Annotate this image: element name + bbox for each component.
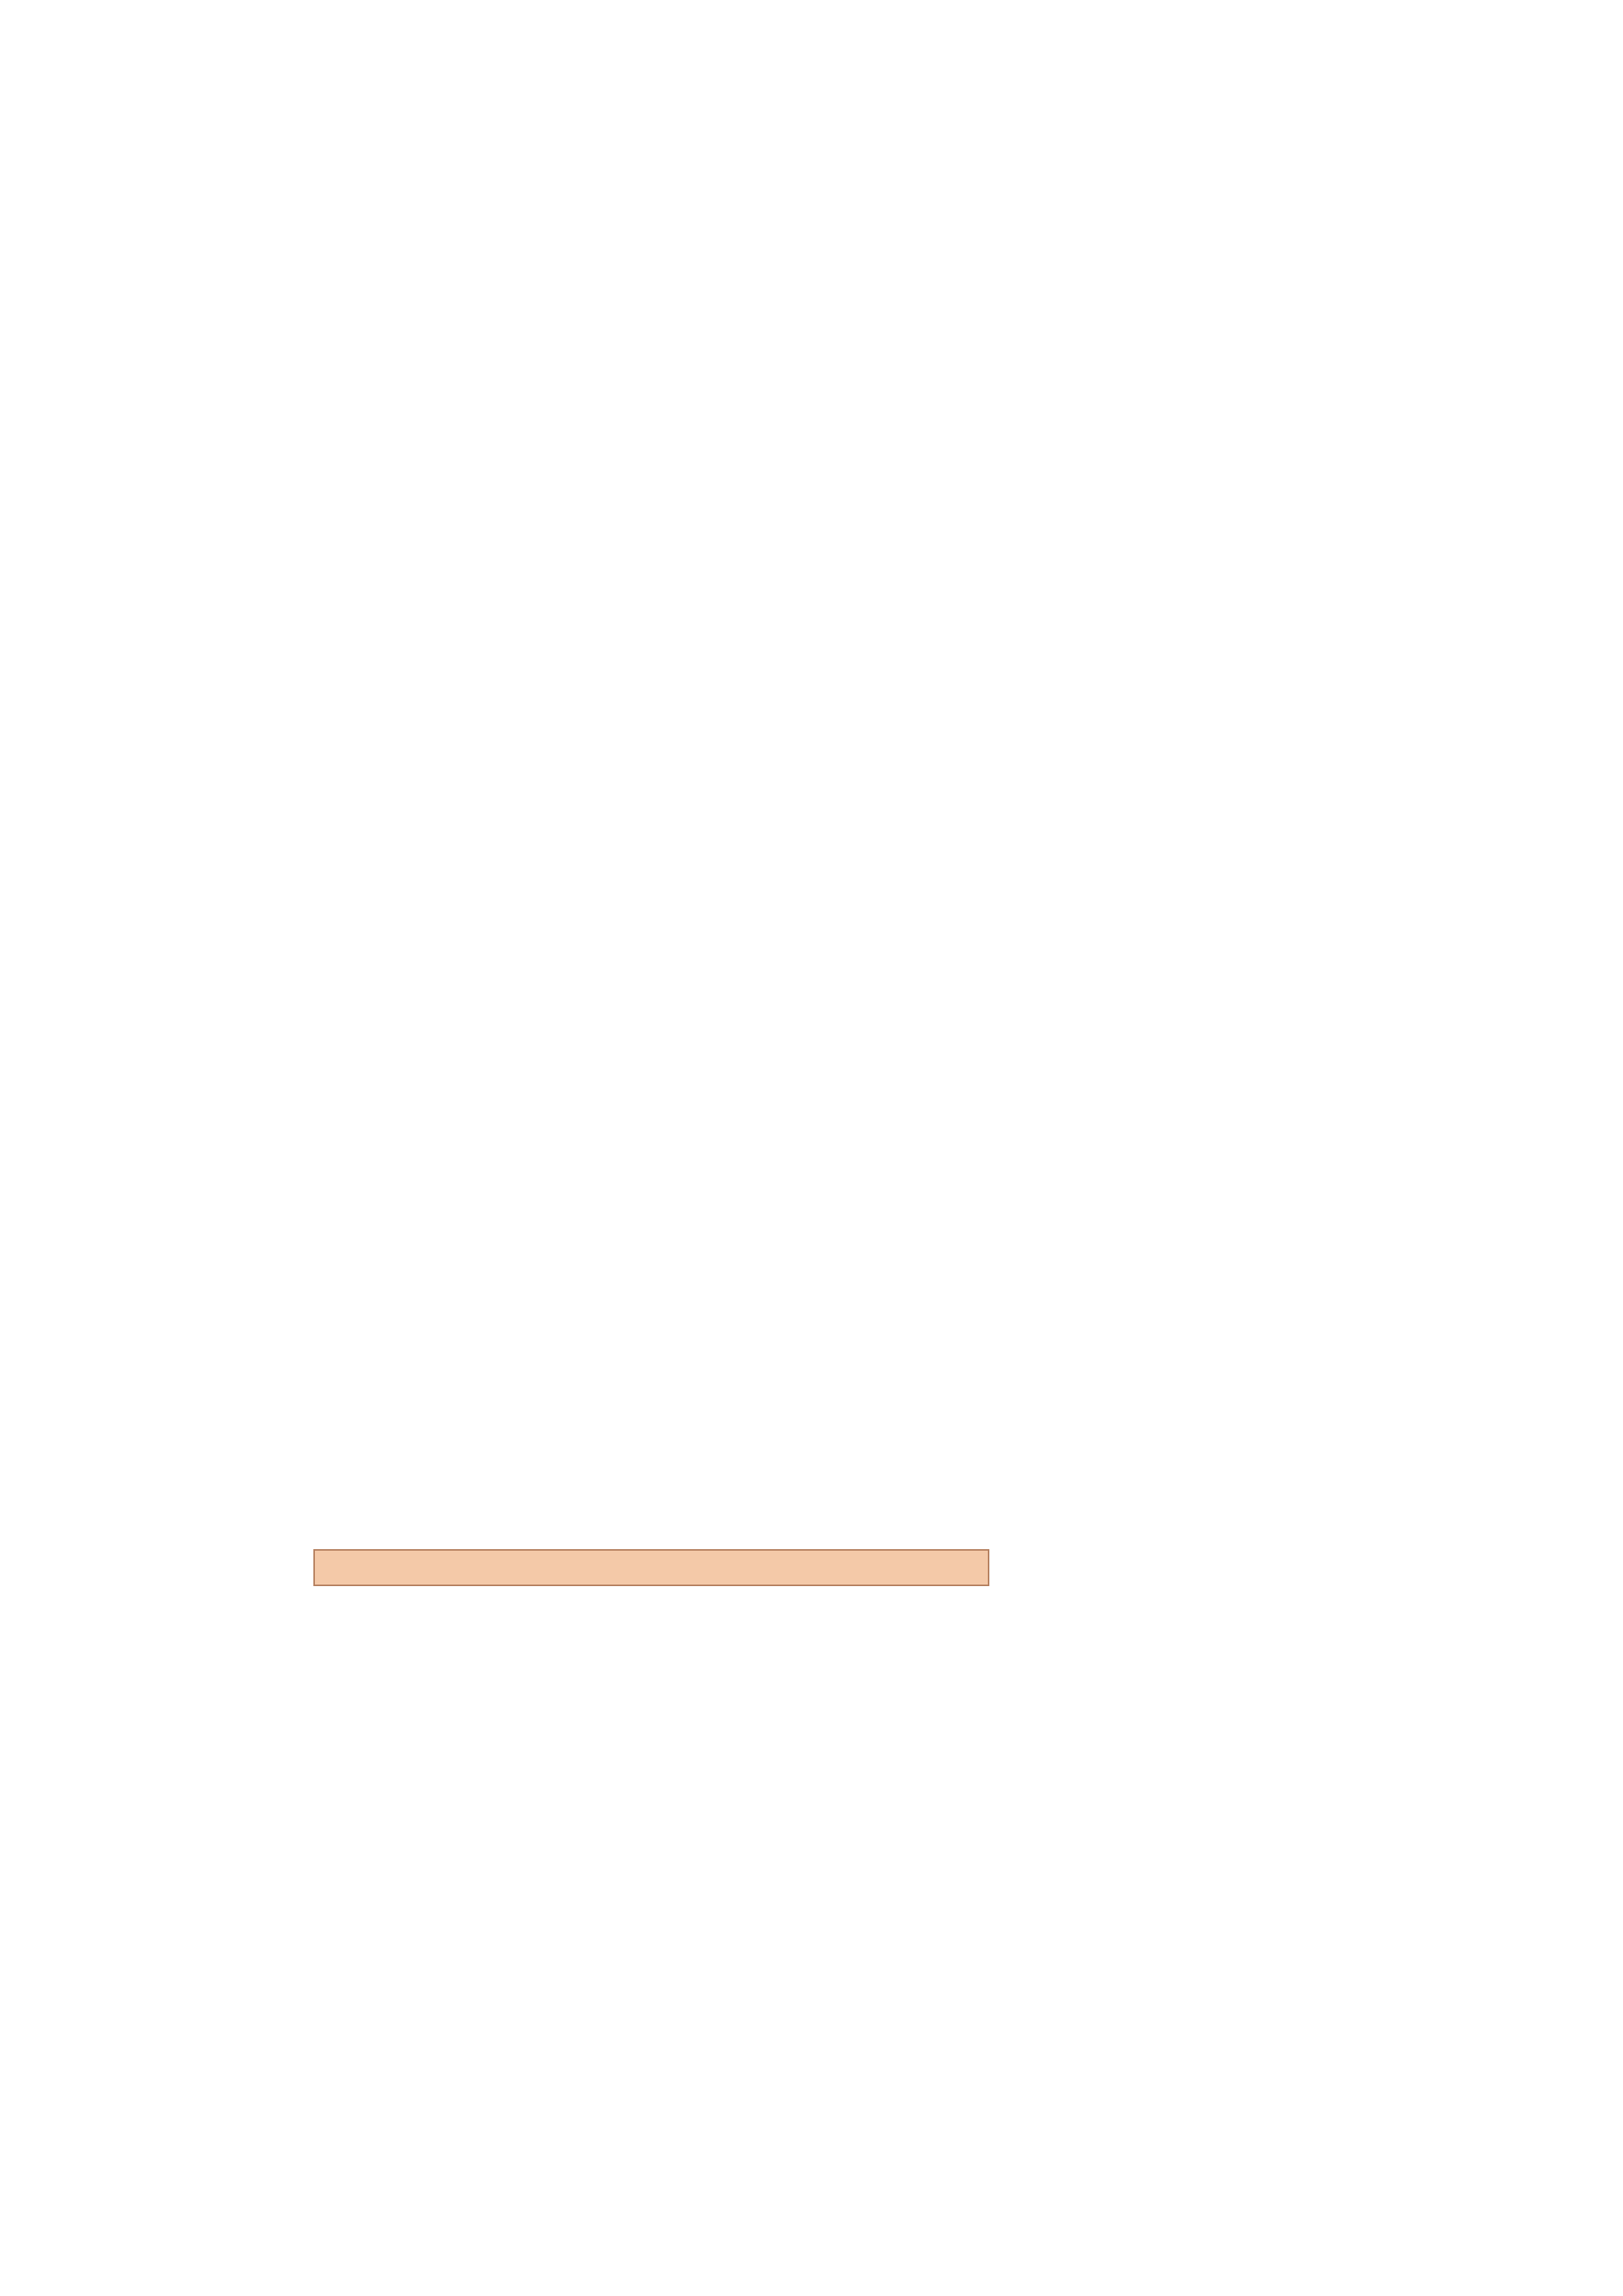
ruler (314, 1550, 989, 1585)
